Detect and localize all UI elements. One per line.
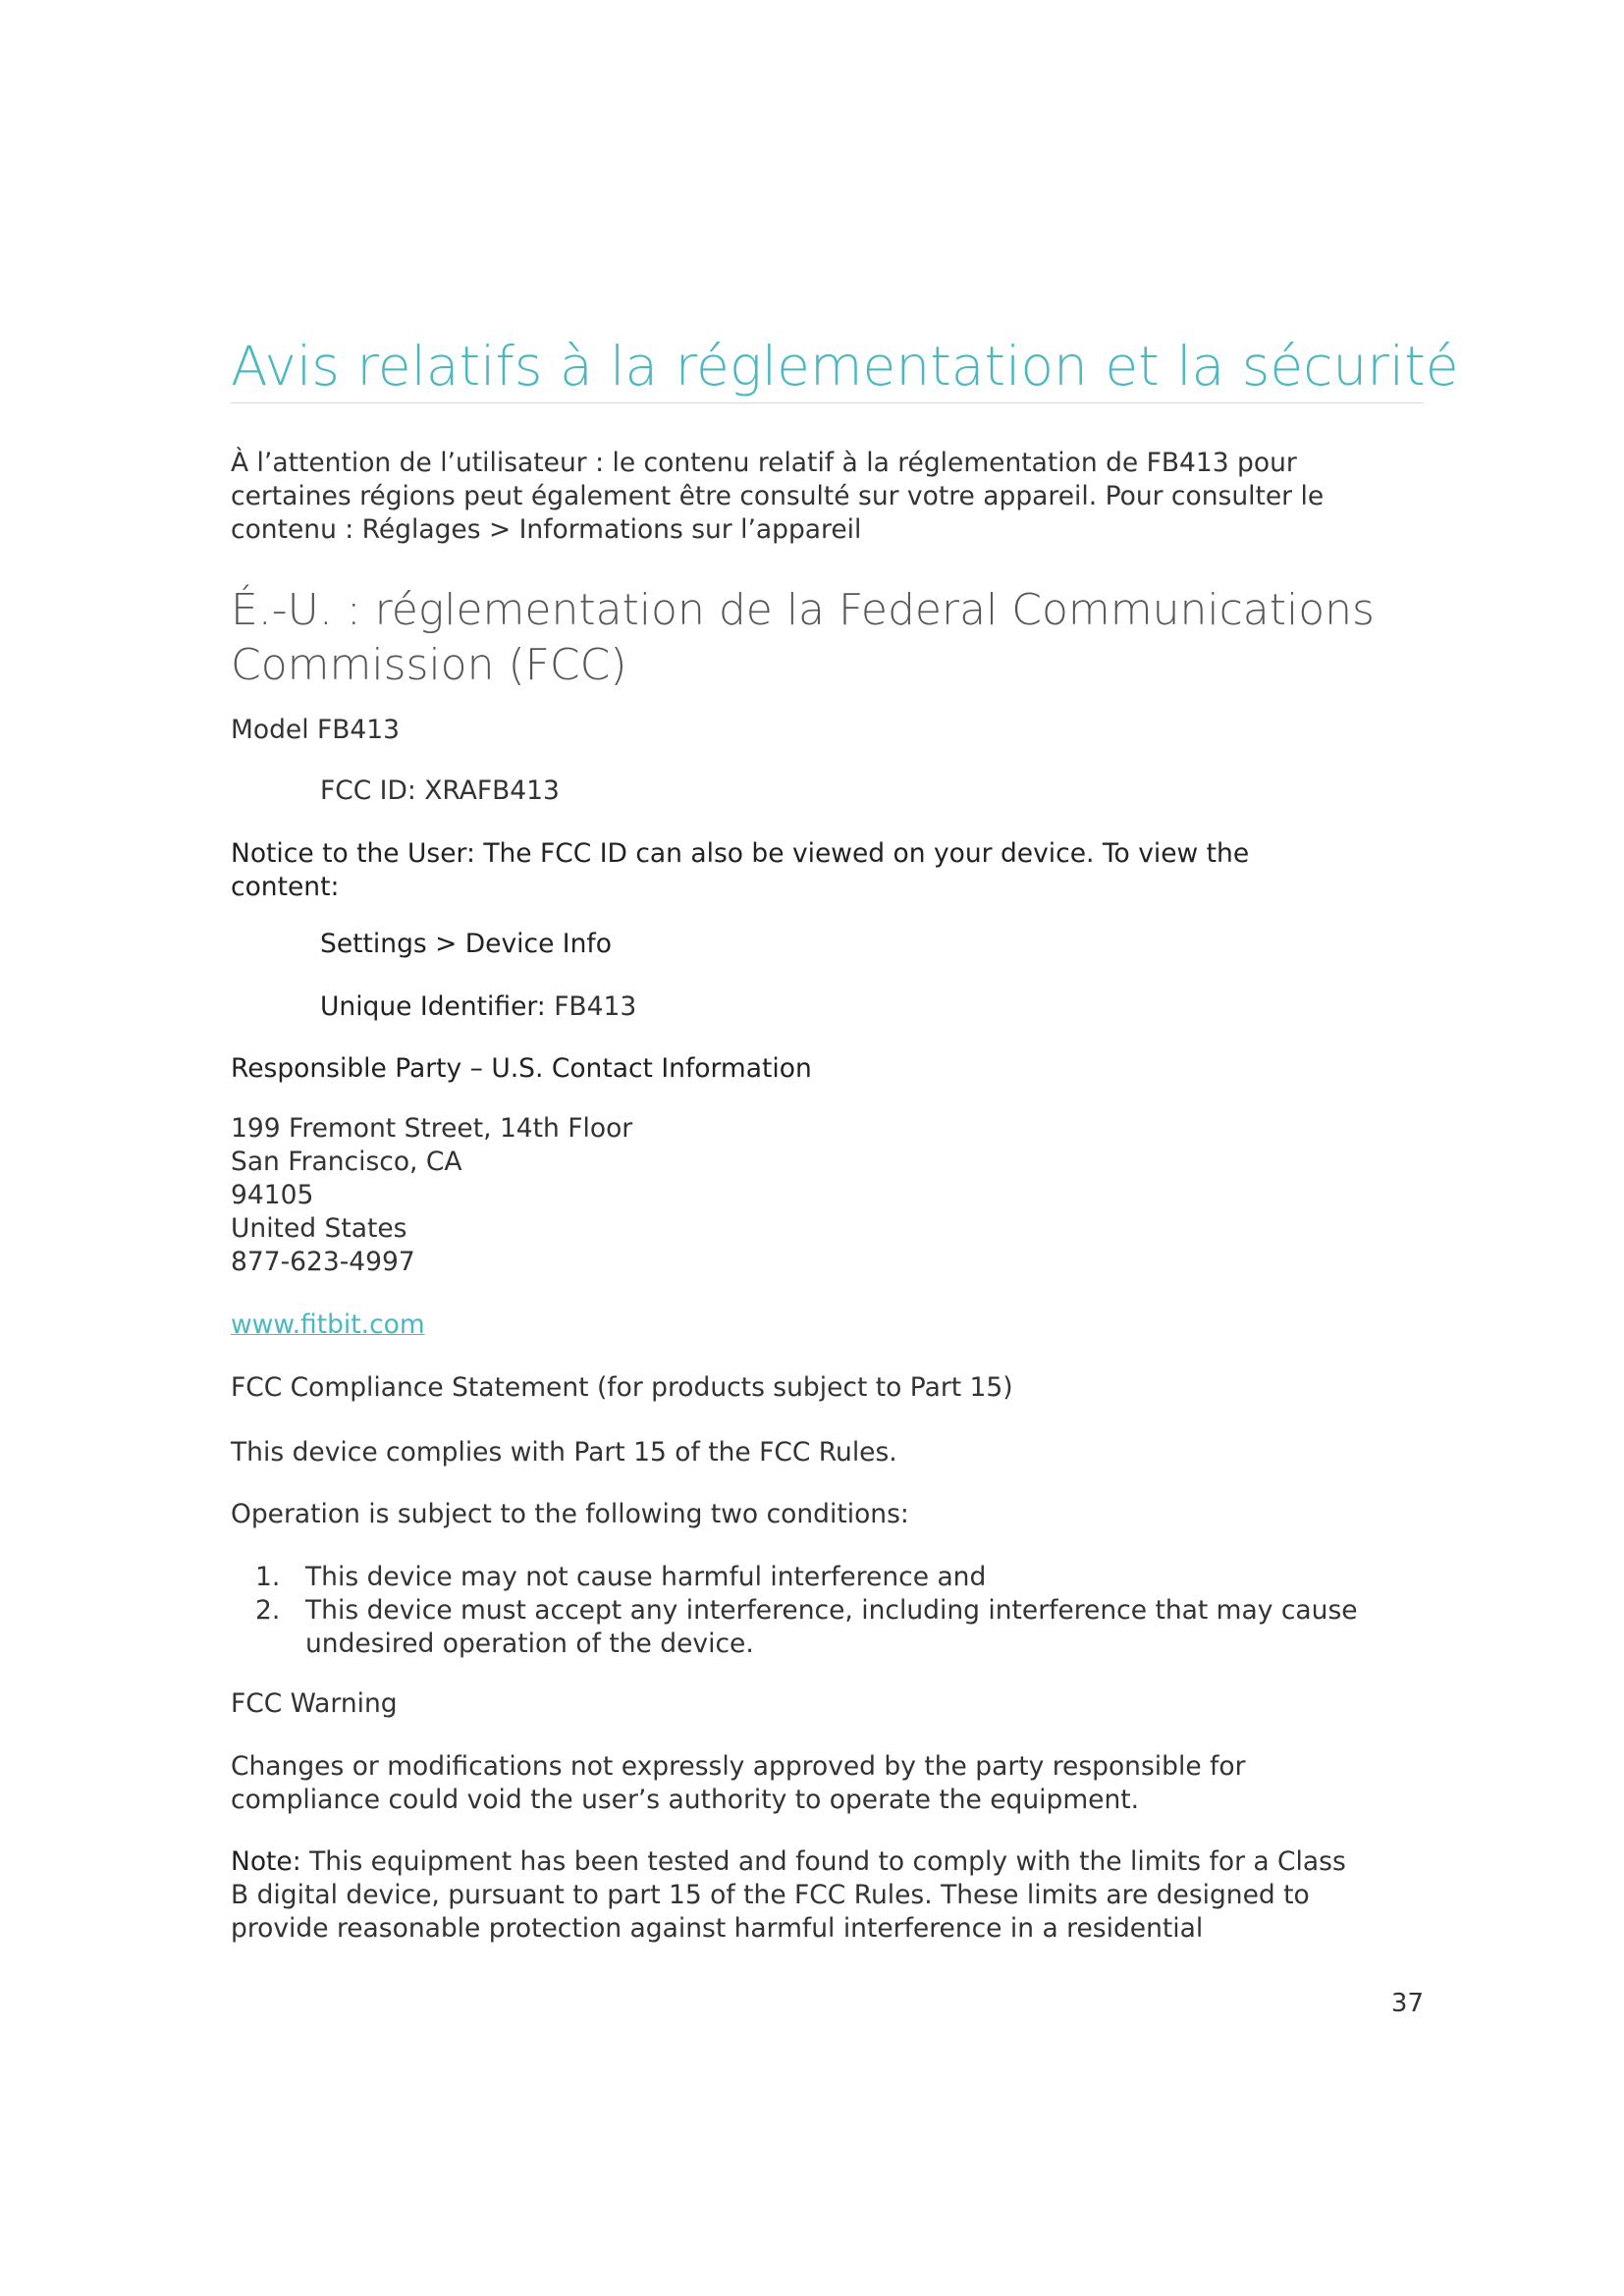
address-street: 199 Fremont Street, 14th Floor [231, 1113, 633, 1144]
page-number: 37 [1390, 1989, 1424, 2018]
section-heading-line: Commission (FCC) [231, 640, 627, 690]
compliance-statement: FCC Compliance Statement (for products subject to Part 15) [231, 1372, 1013, 1403]
list-item-text: This device may not cause harmful interference and [305, 1562, 987, 1592]
fcc-warning-heading: FCC Warning [231, 1688, 398, 1719]
page-title: Avis relatifs à la réglementation et la sécurité [231, 334, 1424, 403]
changes-line: compliance could void the user’s authority to operate the equipment. [231, 1785, 1140, 1815]
complies-statement: This device complies with Part 15 of the FCC Rules. [231, 1437, 897, 1468]
address-phone: 877-623-4997 [231, 1247, 415, 1277]
section-heading [231, 583, 1375, 693]
fcc-id: FCC ID: XRAFB413 [320, 775, 560, 806]
address-city: San Francisco, CA [231, 1147, 462, 1177]
notice-paragraph [231, 837, 1249, 904]
address-block [231, 1112, 632, 1279]
note-line: B digital device, pursuant to part 15 of the FCC Rules. These limits are designed to [231, 1880, 1310, 1910]
intro-line: certaines régions peut également être consulté sur votre appareil. Pour consulter le [231, 481, 1325, 511]
conditions-list [231, 1561, 1424, 1661]
settings-path: Settings > Device Info [320, 929, 612, 959]
section-heading-line: É.-U. : réglementation de la Federal Communications [231, 585, 1375, 635]
list-item-text: undesired operation of the device. [305, 1629, 754, 1659]
responsible-party-heading: Responsible Party – U.S. Contact Information [231, 1053, 812, 1084]
list-item-number: 2. [255, 1595, 281, 1626]
notice-line: Notice to the User: The FCC ID can also be viewed on your device. To view the [231, 838, 1250, 869]
operation-statement: Operation is subject to the following two conditions: [231, 1499, 909, 1529]
note-label: Note: [231, 1846, 301, 1877]
list-item [231, 1561, 1424, 1594]
changes-paragraph [231, 1750, 1246, 1817]
website-link[interactable]: www.fitbit.com [231, 1309, 425, 1340]
unique-identifier [320, 990, 636, 1024]
list-item-text: This device must accept any interference, including interference that may cause [305, 1595, 1358, 1626]
intro-line: contenu : Réglages > Informations sur l’appareil [231, 514, 862, 545]
notice-line: content: [231, 872, 340, 902]
note-paragraph [231, 1845, 1346, 1946]
note-line: This equipment has been tested and found to comply with the limits for a Class [309, 1846, 1346, 1877]
address-country: United States [231, 1213, 407, 1244]
note-line: provide reasonable protection against harmful interference in a residential [231, 1913, 1204, 1944]
model-line: Model FB413 [231, 715, 400, 745]
list-item [231, 1594, 1424, 1661]
unique-identifier-label: Unique Identifier: [320, 991, 546, 1022]
list-item-number: 1. [255, 1562, 281, 1592]
changes-line: Changes or modifications not expressly approved by the party responsible for [231, 1751, 1246, 1782]
intro-paragraph [231, 447, 1324, 547]
intro-line: À l’attention de l’utilisateur : le contenu relatif à la réglementation de FB413 pour [231, 448, 1297, 478]
address-zip: 94105 [231, 1180, 314, 1210]
unique-identifier-value: FB413 [554, 991, 637, 1022]
